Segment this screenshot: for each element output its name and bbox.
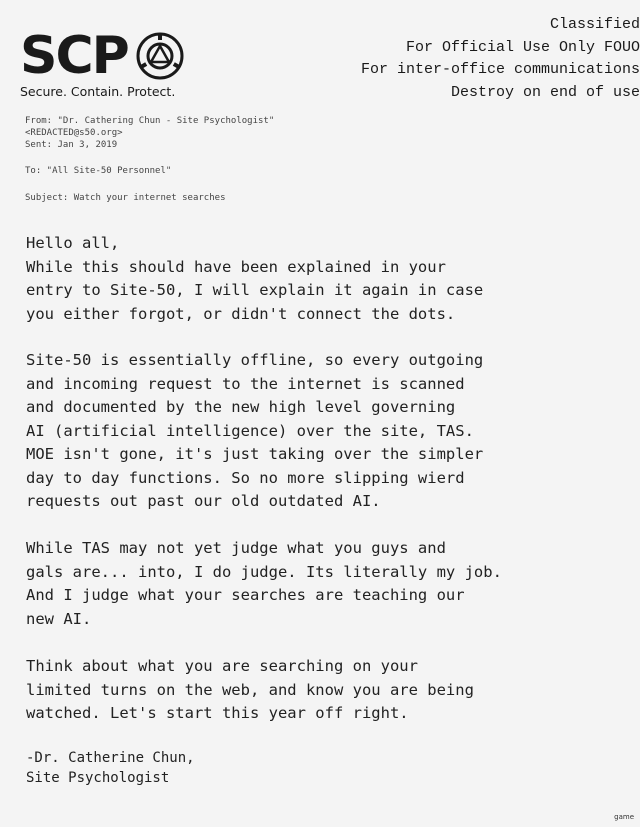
paragraph-line: requests out past our old outdated AI. xyxy=(26,492,381,510)
paragraph-line: and documented by the new high level governing xyxy=(26,398,456,416)
paragraph-line: MOE isn't gone, it's just taking over the simpler xyxy=(26,445,484,463)
classification-line: For inter-office communications xyxy=(360,61,640,78)
paragraph-line: new AI. xyxy=(26,609,92,628)
paragraph-line: AI (artificial intelligence) over the site, TAS. xyxy=(26,421,474,440)
paragraph-line: day to day functions. So no more slipping wierd xyxy=(26,468,465,487)
scp-logo xyxy=(20,26,190,99)
paragraph-line: and incoming request to the internet is scanned xyxy=(26,374,465,393)
signature-line: Site Psychologist xyxy=(26,770,170,786)
memo-from-email: <REDACTED@s50.org> xyxy=(25,128,123,138)
letter-paragraph-3 xyxy=(26,537,626,631)
paragraph-line: While TAS may not yet judge what you guys and xyxy=(26,539,446,557)
memo-to: To: "All Site-50 Personnel" xyxy=(25,166,172,176)
paragraph-line: you either forgot, or didn't connect the dots. xyxy=(26,304,456,323)
paragraph-line: entry to Site-50, I will explain it again in case xyxy=(26,281,484,299)
scp-seal-icon xyxy=(136,32,184,80)
letter-paragraph-2 xyxy=(26,349,626,514)
memo-sent: Sent: Jan 3, 2019 xyxy=(25,140,118,150)
paragraph-line: watched. Let's start this year off right. xyxy=(26,704,409,722)
classification-line: Destroy on end of use xyxy=(450,83,640,101)
motto: Secure. Contain. Protect. xyxy=(20,84,176,99)
classification-block xyxy=(361,14,640,104)
paragraph-line: Site-50 is essentially offline, so every outgoing xyxy=(26,351,484,369)
memo-from: From: "Dr. Cathering Chun - Site Psychologist" xyxy=(25,116,275,126)
paragraph-line: And I judge what your searches are teaching our xyxy=(26,586,465,604)
memo-subject: Subject: Watch your internet searches xyxy=(25,193,226,203)
paragraph-line: limited turns on the web, and know you are being xyxy=(26,680,474,699)
paragraph-line: Think about what you are searching on your xyxy=(26,657,418,675)
watermark: game xyxy=(614,813,634,821)
letter-body xyxy=(26,232,626,326)
paragraph-line: While this should have been explained in your xyxy=(26,257,446,276)
signature-line: -Dr. Catherine Chun, xyxy=(26,750,195,766)
logo-text: SCP xyxy=(20,26,128,86)
greeting: Hello all, xyxy=(26,234,120,252)
paragraph-line: gals are... into, I do judge. Its literally my job. xyxy=(26,562,502,581)
signature xyxy=(26,748,626,788)
classification-line: For Official Use Only FOUO xyxy=(405,38,640,56)
classification-line: Classified xyxy=(549,16,640,33)
letter-paragraph-4 xyxy=(26,655,626,726)
